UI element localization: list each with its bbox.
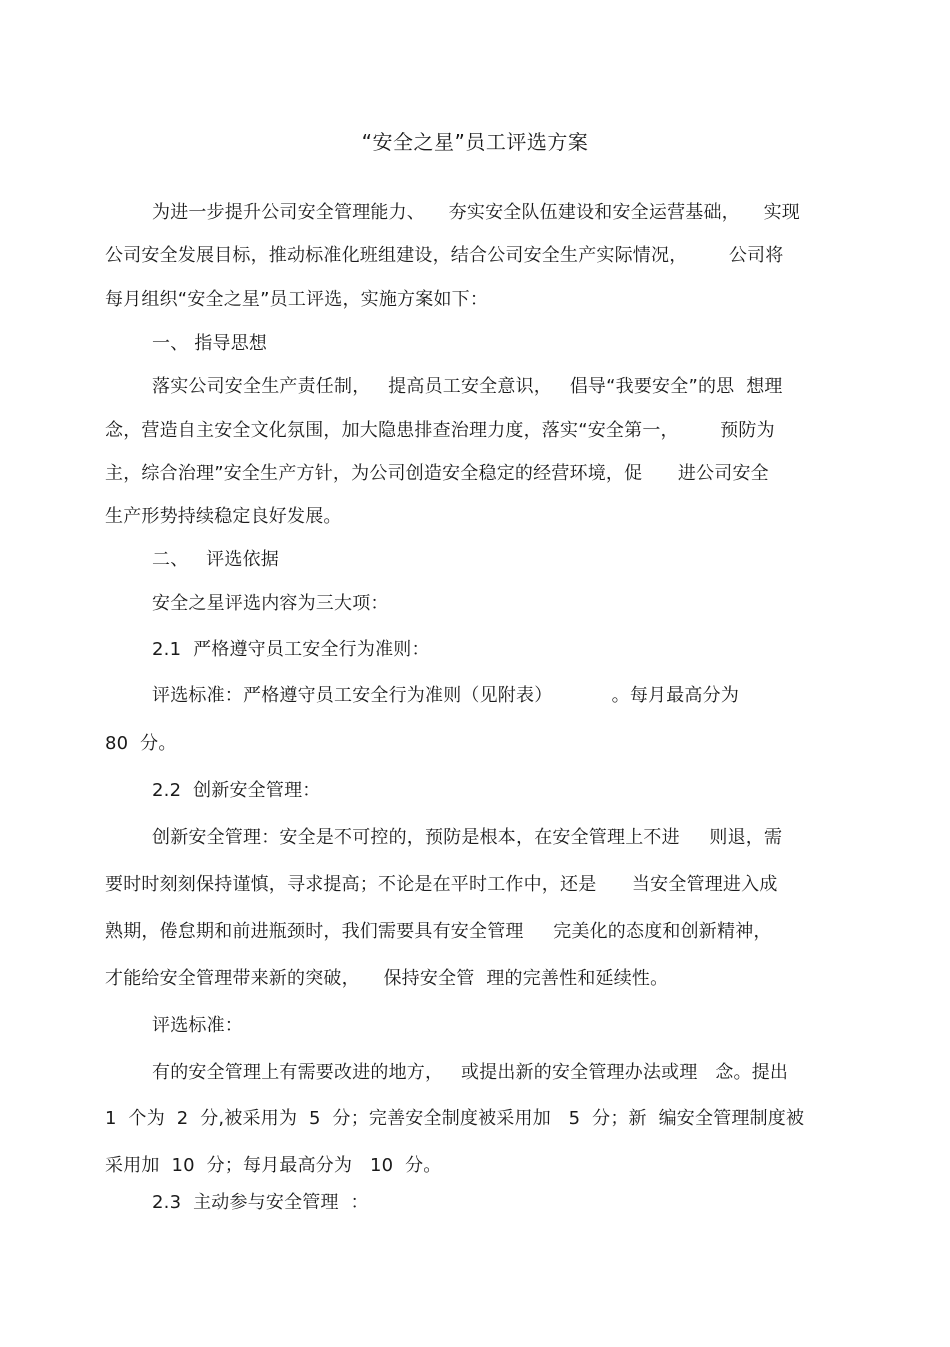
item-2-2-line-3: 熟期，倦怠期和前进瓶颈时，我们需要具有安全管理 完美化的态度和创新精神， [105,921,772,942]
section-2-intro: 安全之星评选内容为三大项： [152,593,389,614]
item-2-2-line-2: 要时时刻刻保持谨慎，寻求提高；不论是在平时工作中，还是 当安全管理进入成 [105,874,778,895]
item-2-1-heading: 2.1 严格遵守员工安全行为准则： [152,639,430,660]
section-1-heading: 一、 指导思想 [152,333,268,354]
section-1-line-2: 念，营造自主安全文化氛围，加大隐患排查治理力度，落实“安全第一， 预防为 [105,420,775,441]
section-1-line-4: 生产形势持续稳定良好发展。 [105,506,342,527]
section-1-line-3: 主，综合治理”安全生产方针，为公司创造安全稳定的经营环境，促 进公司安全 [105,463,769,484]
intro-line-2: 公司安全发展目标，推动标准化班组建设，结合公司安全生产实际情况， 公司将 [105,245,784,266]
intro-line-3: 每月组织“安全之星”员工评选，实施方案如下： [105,289,489,310]
section-1-line-1: 落实公司安全生产责任制， 提高员工安全意识， 倡导“我要安全”的思 想理 [152,376,783,397]
item-2-1-line-1: 评选标准：严格遵守员工安全行为准则（见附表） 。每月最高分为 [152,685,740,706]
item-2-2-line-4: 才能给安全管理带来新的突破， 保持安全管 理的完善性和延续性。 [105,968,669,989]
item-2-2-criteria-line-2: 1 个为 2 分,被采用为 5 分；完善安全制度被采用加 5 分；新 编安全管理制度被 [105,1108,805,1129]
intro-line-1: 为进一步提升公司安全管理能力、 夯实安全队伍建设和安全运营基础， 实现 [152,202,800,223]
item-2-1-line-2: 80 分。 [105,733,177,754]
item-2-2-criteria-label: 评选标准： [152,1015,243,1036]
item-2-2-heading: 2.2 创新安全管理： [152,780,321,801]
item-2-2-criteria-line-3: 采用加 10 分；每月最高分为 10 分。 [105,1155,442,1176]
item-2-3-heading: 2.3 主动参与安全管理 ： [152,1192,369,1213]
section-2-heading: 二、 评选依据 [152,549,279,570]
item-2-2-line-1: 创新安全管理：安全是不可控的，预防是根本，在安全管理上不进 则退，需 [152,827,783,848]
item-2-2-criteria-line-1: 有的安全管理上有需要改进的地方， 或提出新的安全管理办法或理 念。提出 [152,1062,789,1083]
document-title: “安全之星”员工评选方案 [361,130,589,154]
